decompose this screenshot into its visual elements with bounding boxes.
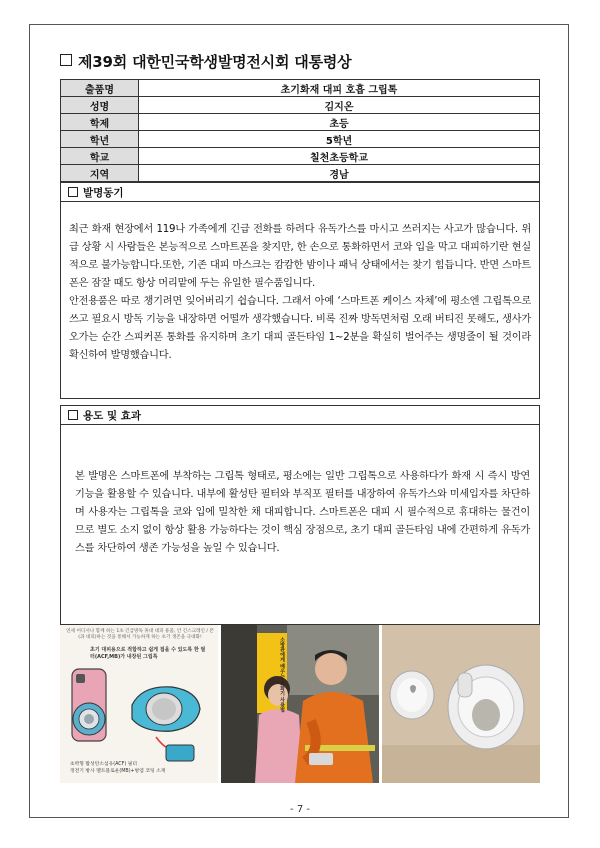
table-row <box>61 97 540 114</box>
filter-label-acf: 초박형 활성탄소섬유(ACF) 필터 <box>70 762 138 767</box>
filter-label-mb: 정전기 방사 멜트블로운(MB)+방염 코팅 소재 <box>70 768 166 774</box>
value-cell: 경남 <box>139 165 540 182</box>
grip-mask-drawing <box>60 625 218 783</box>
motivation-paragraph-1: 최근 화재 현장에서 119나 가족에게 긴급 전화를 하려다 유독가스를 마시고 쓰러지는 사고가 많습니다. 위급 상황 시 사람들은 본능적으로 스마트폰을 찾지만, 한 손으로 통화하면서 코와 입을 막고 대피하기란 현실적으로 불가능합니다.또한, 기존 대피 마스크는 캄캄한 밤이나 패닉 상태에서는 찾기 힘듭니다. 반면 스마트폰은 잠잘 때도 항상 머리맡에 두는 유일한 필수품입니다. <box>69 224 531 289</box>
checkbox-icon <box>68 187 78 197</box>
photo-scene <box>221 625 379 783</box>
section-heading: 용도 및 효과 <box>61 406 539 425</box>
value-cell: 초기화재 대피 호흡 그립톡 <box>139 80 540 97</box>
label-cell: 학교 <box>61 148 139 165</box>
page-title: 제39회 대한민국학생발명전시회 대통령상 <box>60 51 351 72</box>
value-cell: 초등 <box>139 114 540 131</box>
table-row <box>61 114 540 131</box>
checkbox-icon <box>60 54 72 66</box>
table-row <box>61 148 540 165</box>
table-row <box>61 165 540 182</box>
checkbox-icon <box>68 410 78 420</box>
effects-paragraph: 본 발명은 스마트폰에 부착하는 그립톡 형태로, 평소에는 일반 그립톡으로 사용하다가 화재 시 즉시 방연 기능을 활용할 수 있습니다. 내부에 활성탄 필터와 부직포 필터를 내장하여 유독가스와 미세입자를 차단하며 사용자는 그립톡을 코와 입에 밀착한 채 대피합니다. 스마트폰은 대피 시 필수적으로 휴대하는 물건이므로 별도 소지 없이 항상 활용 가능하다는 것이 핵심 장점으로, 초기 대피 골든타임 내에 간편하게 유독가스를 차단하여 생존 가능성을 높일 수 있습니다. <box>75 471 530 554</box>
figure-note: 초기 대피용으로 적합하고 쉽게 접을 수 있도록 한 필터(ACF,MB)가 내장된 그립톡 <box>90 647 206 660</box>
product-illustration <box>60 625 218 783</box>
sign-text: 소방관에게 배우는 소화기 사용법 <box>279 637 285 713</box>
label-cell: 학년 <box>61 131 139 148</box>
demonstration-photo <box>221 625 379 783</box>
table-row <box>61 80 540 97</box>
page-number: - 7 - <box>290 804 310 815</box>
effects-section <box>60 405 540 625</box>
section-heading: 발명동기 <box>61 183 539 202</box>
invention-figures <box>60 625 540 783</box>
prototype-photo <box>382 625 540 783</box>
motivation-section <box>60 182 540 399</box>
info-table <box>60 79 540 182</box>
label-cell: 지역 <box>61 165 139 182</box>
value-cell: 김지온 <box>139 97 540 114</box>
motivation-paragraph-2: 안전용품은 따로 챙기려면 잊어버리기 쉽습니다. 그래서 아예 ‘스마트폰 케이스 자체’에 평소엔 그립톡으로 쓰고 필요시 방독 기능을 내장하면 어떨까 생각했습니다. 비록 진짜 방독면처럼 오래 버티진 못해도, 생사가 오가는 순간 스피커폰 통화를 유지하며 초기 대피 골든타임 1~2분을 확실히 벌어주는 생명줄이 될 것이라 확신하여 발명했습니다. <box>69 296 531 361</box>
figure-caption: 연세 어디서나 함께 하는 1초 긴급방독 휴대 대피 용품, 안 긴스크레인 / 폰(과 대피)하는 것을 통해서 가능하게 하는 초기 생존을 극대화! <box>66 629 214 640</box>
table-row <box>61 131 540 148</box>
label-cell: 성명 <box>61 97 139 114</box>
value-cell: 칠천초등학교 <box>139 148 540 165</box>
value-cell: 5학년 <box>139 131 540 148</box>
prototype-scene <box>382 625 540 783</box>
label-cell: 출품명 <box>61 80 139 97</box>
label-cell: 학제 <box>61 114 139 131</box>
